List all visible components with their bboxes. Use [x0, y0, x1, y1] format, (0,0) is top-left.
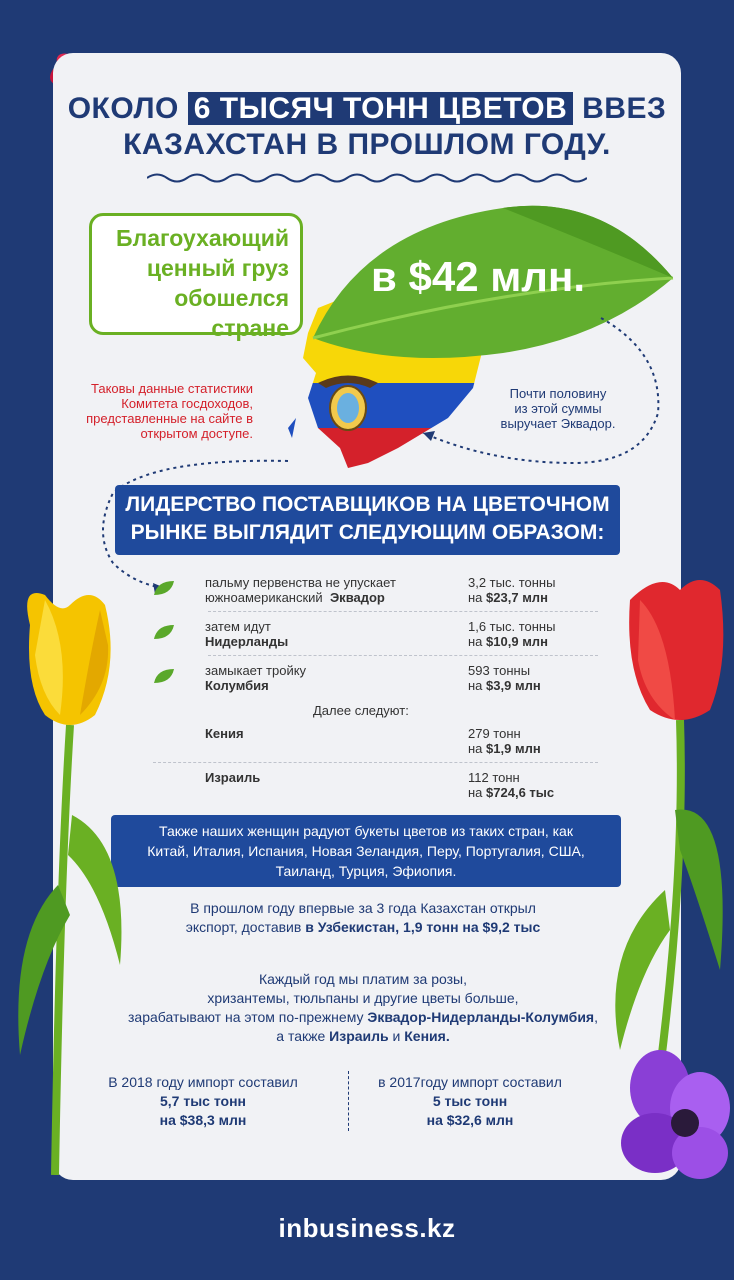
year-2017: в 2017году импорт составил 5 тыс тонн на $32,6 млн: [378, 1074, 562, 1128]
purple-flower-icon: [600, 1048, 734, 1188]
divider: [153, 762, 598, 763]
leaf-bullet-icon: [153, 667, 175, 685]
page-title: ОКОЛО 6 ТЫСЯЧ ТОНН ЦВЕТОВ ВВЕЗ КАЗАХСТАН В ПРОШЛОМ ГОДУ.: [67, 92, 667, 161]
divider: [208, 655, 598, 656]
leaf-bullet-icon: [153, 579, 175, 597]
source-note: Таковы данные статистики Комитета госдоходов, представленные на сайте в открытом доступе.: [86, 381, 253, 441]
title-highlight: 6 ТЫСЯЧ ТОНН ЦВЕТОВ: [188, 92, 574, 125]
yellow-tulip-icon: [0, 585, 130, 1175]
brand-logo: inbusiness.kz: [278, 1213, 456, 1243]
red-tulip-icon: [600, 570, 734, 1070]
divider: [208, 611, 598, 612]
further-label: Далее следуют:: [313, 703, 409, 718]
ecuador-note: Почти половину из этой суммы выручает Эквадор.: [500, 386, 616, 431]
leaders-banner: ЛИДЕРСТВО ПОСТАВЩИКОВ НА ЦВЕТОЧНОМ РЫНКЕ ВЫГЛЯДИТ СЛЕДУЮЩИМ ОБРАЗОМ:: [115, 485, 620, 555]
year-2018: В 2018 году импорт составил 5,7 тыс тонн на $38,3 млн: [108, 1074, 298, 1128]
other-countries-banner: Также наших женщин радуют букеты цветов из таких стран, как Китай, Италия, Испания, Новая Зеландия, Перу, Португалия, США, Таиланд, Турция, Эфиопия.: [111, 815, 621, 887]
infographic-card: ОКОЛО 6 ТЫСЯЧ ТОНН ЦВЕТОВ ВВЕЗ КАЗАХСТАН В ПРОШЛОМ ГОДУ. Благоухающий ценный груз обошелся стране в $42 млн. Таковы данные статистики Комитета госдоходов, представленные на сайте в открытом доступе. Почти половину из этой суммы выручает Эквадор. ЛИДЕРСТВО ПОСТАВЩИКОВ НА ЦВЕТОЧНОМ РЫНКЕ ВЫГЛЯДИТ СЛЕДУЮЩИМ ОБРАЗОМ: пальму первенства не упускает южноамериканский Эквадор 3,2 тыс. тонны на $23,7 млн затем идут Нидерланды 1,6 тыс. тонны на $10,9 млн замыкает тройку Колумбия 593 тонны на $3,9 млн Далее следуют: Кения 279 тонн на $1,9 млн Израиль 112 тонн на $724,6 тыс Также наших женщин радуют букеты цветов из таких стран, как Китай, Италия, Испания, Новая Зеландия, Перу, Португалия, США, Таиланд, Турция, Эфиопия. В прошлом году впервые за 3 года Казахстан открыл экспорт, доставив в Узбекистан, 1,9 тонн на $9,2 тыс Каждый год мы платим за розы, хризантемы, тюльпаны и другие цветы больше, зарабатывают на этом по-прежнему Эквадор-Нидерланды-Колумбия, а также Израиль и Кения. В 2018 году импорт составил 5,7 тыс тонн на $38,3 млн в 2017году импорт составил 5 тыс тонн на $32,6 млн: [53, 53, 681, 1180]
payments-text: Каждый год мы платим за розы, хризантемы, тюльпаны и другие цветы больше, зарабатывают на этом по-прежнему Эквадор-Нидерланды-Колумбия, а также Израиль и Кения.: [128, 971, 598, 1044]
cargo-amount: в $42 млн.: [371, 253, 586, 300]
export-text: В прошлом году впервые за 3 года Казахстан открыл экспорт, доставив в Узбекистан, 1,9 тонн на $9,2 тыс: [185, 900, 541, 935]
leaf-bullet-icon: [153, 623, 175, 641]
year-divider: [348, 1071, 349, 1131]
cargo-text: Благоухающий ценный груз обошелся стране: [116, 225, 289, 341]
